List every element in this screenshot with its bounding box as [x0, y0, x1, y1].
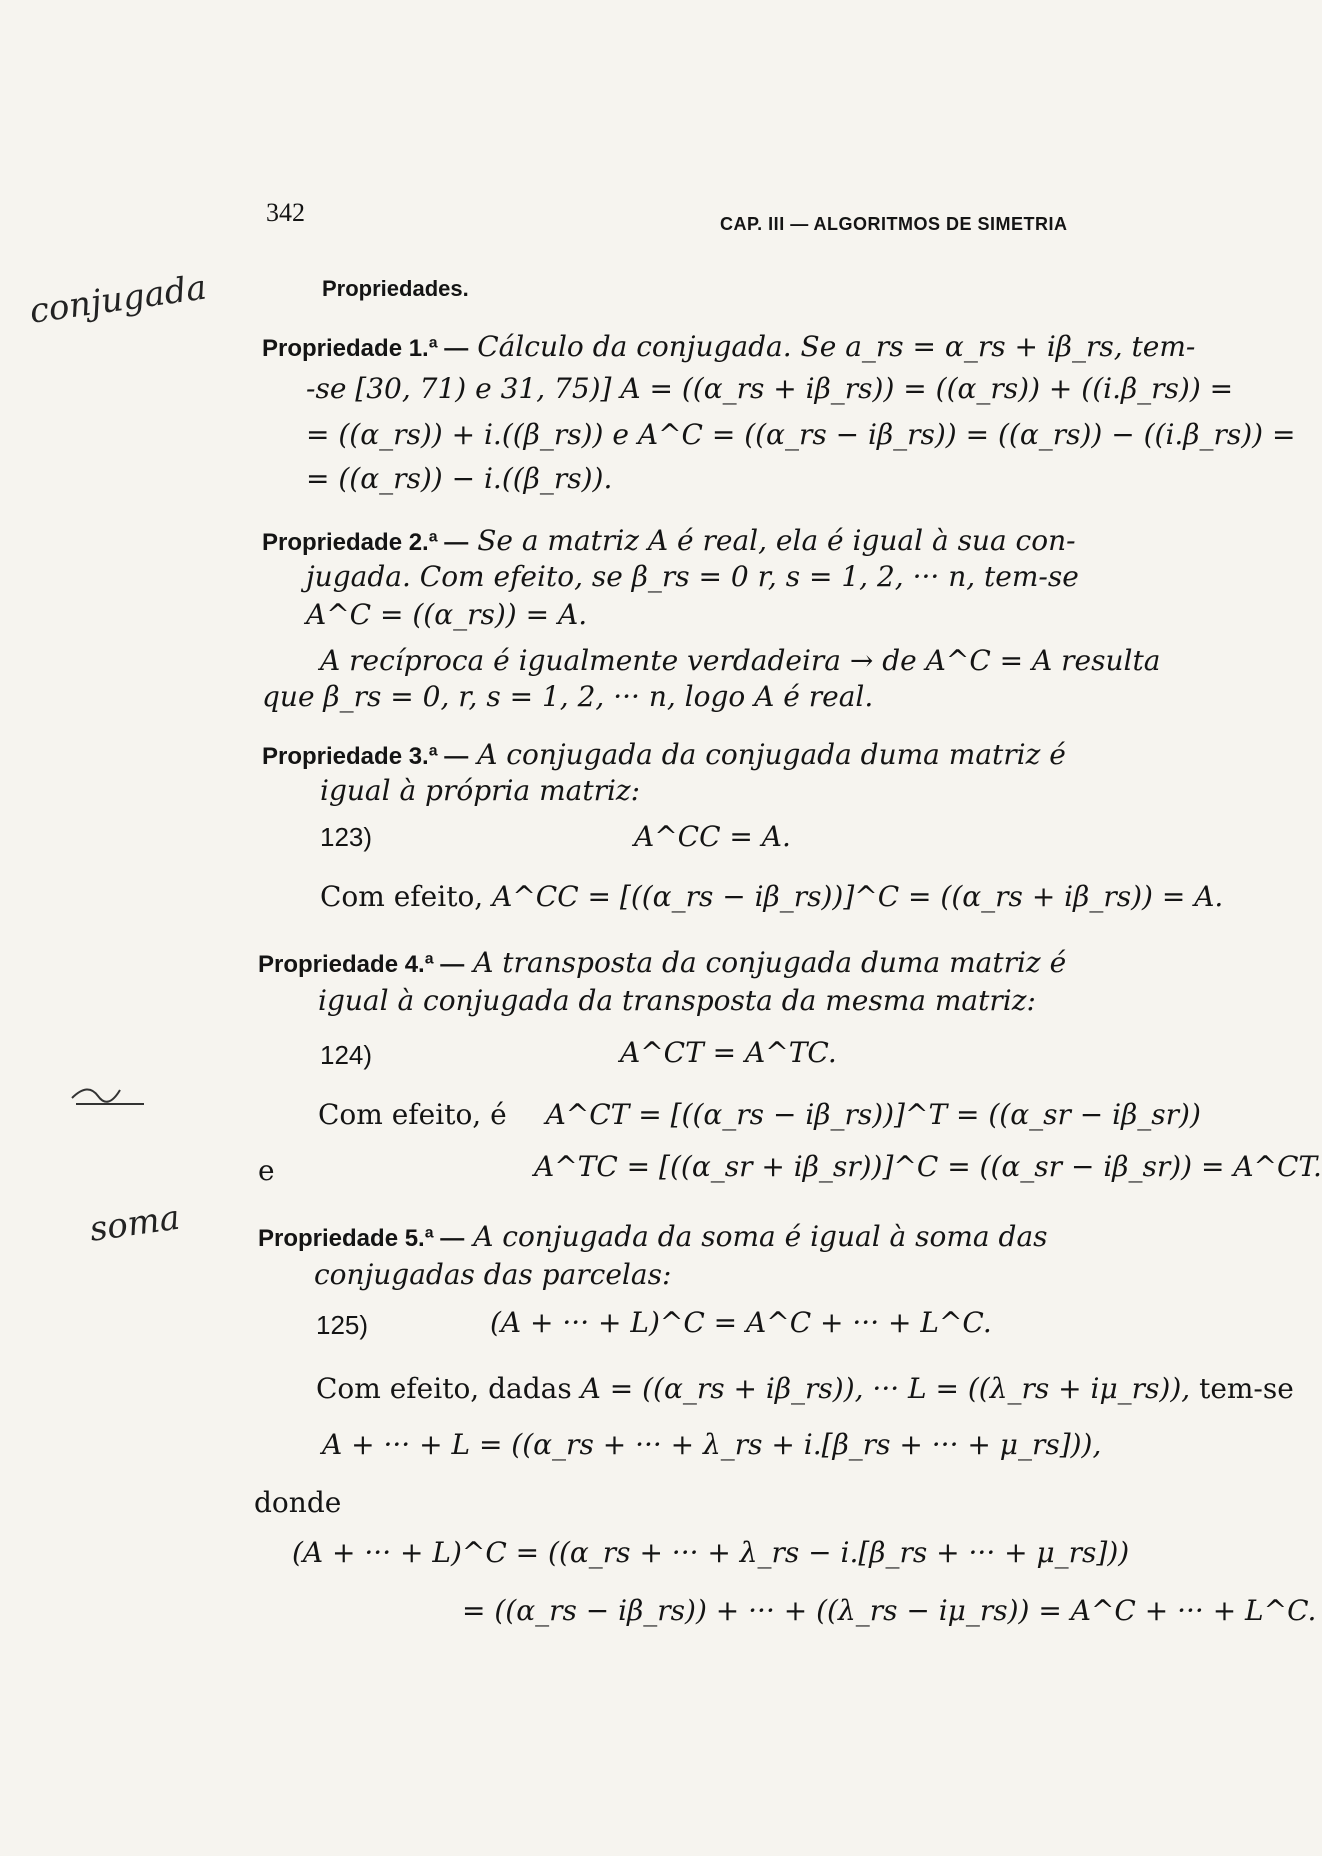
- prop2-line4: [320, 642, 1160, 680]
- prop4-proof-1: [318, 1096, 1201, 1134]
- prop4-conj: e: [258, 1154, 275, 1187]
- prop2-line2: [306, 558, 1079, 596]
- eq-number-125: 125): [316, 1310, 369, 1340]
- prop2-statement-end: jugada.: [306, 560, 411, 593]
- prop3-proof: [320, 878, 1223, 916]
- prop4-line2: igual à conjugada da transposta da mesma matriz:: [318, 984, 1036, 1017]
- prop2-label: Propriedade 2.ª —: [262, 529, 469, 556]
- prop2-line1: [262, 522, 1076, 562]
- prop3-label: Propriedade 3.ª —: [262, 743, 469, 770]
- eq-number-123: 123): [320, 822, 373, 852]
- prop5-proof-lead: Com efeito, dadas: [316, 1372, 572, 1405]
- prop4-statement: A transposta da conjugada duma matriz é: [473, 946, 1067, 979]
- prop4-proof-eq1: A^CT = [((α_rs − iβ_rs))]^T = ((α_sr − iβ_sr)): [545, 1098, 1201, 1131]
- section-title: Propriedades.: [322, 276, 469, 301]
- prop1-line1-tail: Se a_rs = α_rs + iβ_rs, tem-: [800, 330, 1196, 363]
- prop5-proof-1: [316, 1370, 1294, 1408]
- prop5-proof-def: A = ((α_rs + iβ_rs)), ··· L = ((λ_rs + iμ_rs)),: [580, 1372, 1191, 1405]
- prop5-line1: [258, 1218, 1048, 1258]
- prop5-final-2: = ((α_rs − iβ_rs)) + ··· + ((λ_rs − iμ_rs)) = A^C + ··· + L^C.: [462, 1594, 1317, 1627]
- margin-note-conjugada: conjugada: [27, 267, 209, 332]
- prop1-line3: = ((α_rs)) + i.((β_rs)) e A^C = ((α_rs − iβ_rs)) = ((α_rs)) − ((i.β_rs)) =: [306, 418, 1296, 451]
- margin-note-soma: soma: [87, 1197, 183, 1250]
- prop3-line2: igual à própria matriz:: [320, 774, 641, 807]
- prop5-line2: conjugadas das parcelas:: [314, 1258, 672, 1291]
- prop2-statement: Se a matriz A é real, ela é igual à sua con-: [477, 524, 1076, 557]
- prop3-statement: A conjugada da conjugada duma matriz é: [477, 738, 1066, 771]
- prop2-converse-tail: de A^C = A resulta: [882, 644, 1161, 677]
- prop2-line5: que β_rs = 0, r, s = 1, 2, ··· n, logo A é real.: [262, 680, 874, 713]
- prop3-proof-lead: Com efeito,: [320, 880, 484, 913]
- prop1-label: Propriedade 1.ª —: [262, 335, 469, 362]
- prop1-line1: [262, 328, 1195, 368]
- eq-125: (A + ··· + L)^C = A^C + ··· + L^C.: [490, 1306, 992, 1339]
- running-title: CAP. III — ALGORITMOS DE SIMETRIA: [720, 214, 1068, 234]
- prop3-proof-eq: A^CC = [((α_rs − iβ_rs))]^C = ((α_rs + iβ_rs)) = A.: [492, 880, 1224, 913]
- eq-124: A^CT = A^TC.: [620, 1036, 837, 1069]
- margin-scribble-icon: [68, 1078, 148, 1108]
- prop5-sum: A + ··· + L = ((α_rs + ··· + λ_rs + i.[β_rs + ··· + μ_rs])),: [322, 1428, 1102, 1461]
- prop4-proof-eq2: A^TC = [((α_sr + iβ_sr))]^C = ((α_sr − iβ_sr)) = A^CT.: [534, 1150, 1322, 1183]
- prop1-title: Cálculo da conjugada.: [477, 330, 792, 363]
- prop2-proof: Com efeito, se β_rs = 0 r, s = 1, 2, ··· n, tem-se: [419, 560, 1079, 593]
- prop5-statement: A conjugada da soma é igual à soma das: [473, 1220, 1048, 1253]
- eq-number-124: 124): [320, 1040, 373, 1070]
- prop1-line4: = ((α_rs)) − i.((β_rs)).: [306, 462, 613, 495]
- page-number: 342: [266, 198, 305, 227]
- prop2-converse: A recíproca é igualmente verdadeira →: [320, 644, 874, 677]
- prop2-line3: A^C = ((α_rs)) = A.: [306, 598, 588, 631]
- prop4-proof-lead: Com efeito, é: [318, 1098, 507, 1131]
- prop5-donde: donde: [254, 1486, 342, 1519]
- prop1-line2: -se [30, 71) e 31, 75)] A = ((α_rs + iβ_rs)) = ((α_rs)) + ((i.β_rs)) =: [306, 372, 1234, 405]
- prop5-final-1: (A + ··· + L)^C = ((α_rs + ··· + λ_rs − i.[β_rs + ··· + μ_rs])): [292, 1536, 1130, 1569]
- prop4-label: Propriedade 4.ª —: [258, 951, 465, 978]
- prop3-line1: [262, 736, 1066, 776]
- prop5-label: Propriedade 5.ª —: [258, 1225, 465, 1252]
- prop5-proof-tail: tem-se: [1199, 1372, 1294, 1405]
- eq-123: A^CC = A.: [634, 820, 791, 853]
- prop4-line1: [258, 944, 1066, 984]
